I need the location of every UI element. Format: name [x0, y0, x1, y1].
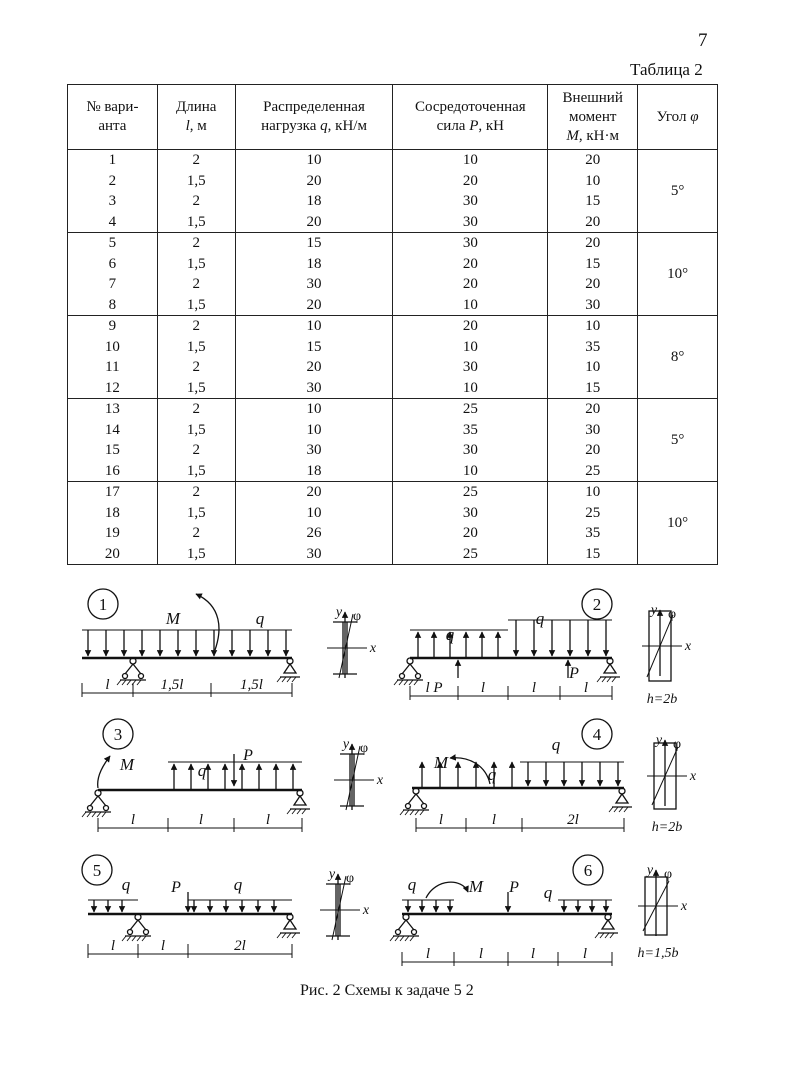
y-axis-label: y [646, 863, 654, 878]
table-row [68, 378, 718, 399]
ground-hatch [132, 936, 136, 941]
table-cell: 1,5 [157, 295, 235, 316]
support-roller [416, 674, 421, 679]
ground-hatch [405, 810, 409, 815]
table-cell: 25 [548, 503, 638, 524]
table-cell: 10 [393, 337, 548, 358]
table-cell: 15 [548, 378, 638, 399]
support-roller [144, 930, 149, 935]
table-cell: 20 [235, 171, 393, 192]
figure-caption: Рис. 2 Схемы к задаче 5 2 [300, 982, 474, 999]
parameters-table [67, 84, 718, 565]
label: P [509, 879, 519, 896]
beam-schemes-figure [0, 580, 790, 980]
ground-hatch [287, 933, 291, 938]
ground-hatch [410, 936, 414, 941]
table-cell: 20 [235, 357, 393, 378]
scheme-number: 3 [113, 725, 123, 744]
dimension-label: l [130, 812, 136, 828]
ground-hatch [399, 680, 403, 685]
ground-hatch [127, 680, 131, 685]
table-title: Таблица 2 [630, 60, 703, 79]
table-cell: 15 [548, 191, 638, 212]
ground-hatch [400, 936, 404, 941]
phi-label: φ [359, 741, 369, 756]
table-cell: 5 [68, 233, 158, 254]
table-row [68, 357, 718, 378]
table-cell: 10 [235, 420, 393, 441]
ground-hatch [612, 677, 616, 682]
label: P [171, 879, 181, 896]
ground-hatch [137, 680, 141, 685]
table-cell: 20 [548, 212, 638, 233]
y-axis-label: y [655, 733, 663, 748]
table-cell: 30 [393, 233, 548, 254]
angle-cell: 10° [638, 233, 718, 316]
angle-cell: 10° [638, 482, 718, 565]
table-cell: 10 [235, 503, 393, 524]
x-axis-label: x [362, 903, 370, 918]
table-cell: 2 [157, 482, 235, 503]
label: q [535, 609, 545, 628]
table-cell: 1,5 [157, 420, 235, 441]
ground-hatch [297, 809, 301, 814]
ground-hatch [597, 677, 601, 682]
ground-hatch [610, 933, 614, 938]
ground-hatch [127, 936, 131, 941]
dimension-label: l [265, 812, 271, 828]
table-row [68, 440, 718, 461]
dimension-label: l [425, 946, 431, 962]
ground-hatch [277, 933, 281, 938]
ground-hatch [595, 933, 599, 938]
table-cell: 20 [548, 440, 638, 461]
support-pin [398, 920, 414, 930]
table-cell: 10 [548, 482, 638, 503]
table-cell: 20 [393, 171, 548, 192]
table-cell: 10 [393, 150, 548, 171]
moment-arrow [196, 594, 219, 650]
header-length: Длина l, м [157, 85, 235, 150]
table-cell: 17 [68, 482, 158, 503]
support-roller [128, 930, 133, 935]
table-cell: 20 [235, 212, 393, 233]
table-row [68, 399, 718, 420]
ground-hatch [409, 680, 413, 685]
label: q [487, 765, 497, 784]
ground-hatch [292, 933, 296, 938]
support-roller [616, 794, 628, 803]
label: q [551, 735, 561, 754]
table-cell: 20 [393, 254, 548, 275]
table-row [68, 274, 718, 295]
scheme-number: 1 [98, 595, 108, 614]
ground-hatch [102, 812, 106, 817]
table-cell: 35 [393, 420, 548, 441]
table-cell: 1,5 [157, 503, 235, 524]
angle-cell: 8° [638, 316, 718, 399]
rotated-axis [339, 614, 353, 678]
label: M [165, 609, 181, 628]
table-cell: 18 [68, 503, 158, 524]
dimension-label: 2l [234, 938, 246, 954]
ground-hatch [624, 807, 628, 812]
ground-hatch [287, 809, 291, 814]
table-cell: 1,5 [157, 171, 235, 192]
ground-hatch [117, 680, 121, 685]
label: M [433, 753, 449, 772]
x-axis-label: x [689, 769, 697, 784]
dimension-label: l [105, 677, 110, 693]
table-cell: 1 [68, 150, 158, 171]
support-roller [422, 804, 427, 809]
dimension-label: 1,5l [160, 677, 184, 693]
table-cell: 30 [235, 544, 393, 565]
table-cell: 10 [68, 337, 158, 358]
dimension-label: 1,5l [240, 677, 263, 693]
ground-hatch [287, 677, 291, 682]
label: q [407, 875, 417, 894]
table-cell: 20 [68, 544, 158, 565]
header-external-moment: Внешний момент M, кН·м [548, 85, 638, 150]
dimension-label: 2l [567, 812, 579, 828]
support-roller [602, 920, 614, 929]
table-row [68, 150, 718, 171]
x-axis-label: x [680, 899, 688, 914]
label: M [119, 755, 135, 774]
table-cell: 10 [235, 316, 393, 337]
ground-hatch [400, 810, 404, 815]
scheme-number: 2 [592, 595, 602, 614]
dimension-label: l [160, 938, 166, 954]
table-cell: 10 [235, 399, 393, 420]
scheme-number: 6 [583, 861, 593, 880]
table-cell: 15 [548, 544, 638, 565]
table-cell: 14 [68, 420, 158, 441]
table-cell: 6 [68, 254, 158, 275]
table-cell: 3 [68, 191, 158, 212]
table-cell: 30 [393, 503, 548, 524]
support-roller [396, 930, 401, 935]
table-cell: 2 [157, 233, 235, 254]
table-cell: 1,5 [157, 544, 235, 565]
ground-hatch [609, 807, 613, 812]
support-roller [88, 806, 93, 811]
dimension-label: l [110, 938, 116, 954]
table-cell: 10 [548, 316, 638, 337]
ground-hatch [614, 807, 618, 812]
ground-hatch [607, 677, 611, 682]
table-row [68, 523, 718, 544]
angle-cell: 5° [638, 150, 718, 233]
moment-arrow [98, 756, 110, 788]
ground-hatch [420, 810, 424, 815]
moment-arrow [450, 758, 490, 784]
table-cell: 20 [393, 316, 548, 337]
table-cell: 30 [393, 357, 548, 378]
table-cell: 15 [548, 254, 638, 275]
table-cell: 15 [235, 233, 393, 254]
y-axis-label: y [335, 605, 343, 620]
table-cell: 20 [235, 482, 393, 503]
table-cell: 30 [548, 420, 638, 441]
ground-hatch [619, 807, 623, 812]
support-roller [284, 664, 296, 673]
dimension-label: l [438, 812, 444, 828]
y-axis-label: y [328, 867, 336, 882]
ground-hatch [414, 680, 418, 685]
table-cell: 2 [157, 274, 235, 295]
table-cell: 2 [157, 440, 235, 461]
ground-hatch [282, 677, 286, 682]
table-cell: 20 [548, 233, 638, 254]
ground-hatch [605, 933, 609, 938]
table-cell: 10 [393, 378, 548, 399]
table-cell: 26 [235, 523, 393, 544]
header-angle: Угол φ [638, 85, 718, 150]
support-pin [408, 794, 424, 804]
table-cell: 20 [548, 399, 638, 420]
table-cell: 1,5 [157, 461, 235, 482]
table-row [68, 503, 718, 524]
ground-hatch [405, 936, 409, 941]
table-row [68, 171, 718, 192]
label: q [197, 761, 207, 780]
table-cell: 8 [68, 295, 158, 316]
ground-hatch [92, 812, 96, 817]
dimension-label: l [480, 680, 486, 696]
table-cell: 2 [157, 399, 235, 420]
table-cell: 25 [548, 461, 638, 482]
phi-label: φ [345, 871, 355, 886]
support-pin [402, 664, 418, 674]
table-row [68, 420, 718, 441]
support-pin [90, 796, 106, 806]
dimension-label: l [530, 946, 536, 962]
ground-hatch [602, 677, 606, 682]
ground-hatch [282, 933, 286, 938]
table-cell: 35 [548, 337, 638, 358]
section-height-label: h=1,5b [637, 946, 679, 961]
table-row [68, 316, 718, 337]
section-height-label: h=2b [646, 692, 678, 707]
table-cell: 1,5 [157, 212, 235, 233]
page-number: 7 [698, 30, 708, 51]
header-concentrated-force: Сосредоточенная сила P, кН [393, 85, 548, 150]
table-cell: 25 [393, 482, 548, 503]
table-cell: 30 [548, 295, 638, 316]
ground-hatch [122, 680, 126, 685]
table-cell: 1,5 [157, 378, 235, 399]
table-row [68, 461, 718, 482]
table-row [68, 233, 718, 254]
ground-hatch [82, 812, 86, 817]
ground-hatch [600, 933, 604, 938]
dimension-label: l P [425, 680, 443, 696]
table-cell: 2 [157, 357, 235, 378]
support-pin [130, 920, 146, 930]
table-cell: 19 [68, 523, 158, 544]
table-cell: 30 [393, 212, 548, 233]
table-cell: 30 [393, 440, 548, 461]
support-roller [412, 930, 417, 935]
label: q [543, 883, 553, 902]
dimension-label: l [583, 680, 589, 696]
table-cell: 10 [235, 150, 393, 171]
table-cell: 20 [548, 150, 638, 171]
angle-cell: 5° [638, 399, 718, 482]
moment-arrow [426, 882, 468, 898]
y-axis-label: y [342, 737, 350, 752]
ground-hatch [292, 677, 296, 682]
label: q [255, 609, 265, 628]
x-axis-label: x [376, 773, 384, 788]
table-cell: 9 [68, 316, 158, 337]
table-row [68, 254, 718, 275]
ground-hatch [390, 936, 394, 941]
table-cell: 30 [235, 274, 393, 295]
table-cell: 25 [393, 544, 548, 565]
ground-hatch [137, 936, 141, 941]
table-cell: 7 [68, 274, 158, 295]
scheme-number: 5 [92, 861, 102, 880]
table-cell: 2 [157, 150, 235, 171]
ground-hatch [97, 812, 101, 817]
ground-hatch [302, 809, 306, 814]
header-row [68, 85, 718, 150]
phi-label: φ [352, 609, 362, 624]
table-cell: 15 [68, 440, 158, 461]
phi-label: φ [667, 607, 677, 622]
label: P [243, 747, 253, 764]
table-cell: 35 [548, 523, 638, 544]
support-roller [400, 674, 405, 679]
support-pin [125, 664, 141, 674]
support-roller [294, 796, 306, 805]
label: q [233, 875, 243, 894]
table-cell: 10 [548, 357, 638, 378]
table-cell: 13 [68, 399, 158, 420]
support-roller [104, 806, 109, 811]
table-cell: 1,5 [157, 337, 235, 358]
table-cell: 20 [393, 523, 548, 544]
ground-hatch [410, 810, 414, 815]
table-cell: 16 [68, 461, 158, 482]
ground-hatch [87, 812, 91, 817]
table-cell: 15 [235, 337, 393, 358]
table-row [68, 544, 718, 565]
label: q [121, 875, 131, 894]
header-distributed-load: Распределенная нагрузка q, кН/м [235, 85, 393, 150]
table-cell: 20 [235, 295, 393, 316]
table-cell: 10 [548, 171, 638, 192]
table-cell: 2 [157, 191, 235, 212]
dimension-label: l [491, 812, 497, 828]
header-variant: № вари- анта [68, 85, 158, 150]
support-roller [284, 920, 296, 929]
x-axis-label: x [684, 639, 692, 654]
phi-label: φ [672, 737, 682, 752]
table-cell: 18 [235, 461, 393, 482]
dimension-label: l [478, 946, 484, 962]
table-cell: 18 [235, 254, 393, 275]
phi-label: φ [663, 867, 673, 882]
support-roller [406, 804, 411, 809]
ground-hatch [415, 810, 419, 815]
rotated-axis [332, 876, 346, 940]
ground-hatch [292, 809, 296, 814]
table-row [68, 482, 718, 503]
table-cell: 20 [548, 274, 638, 295]
table-cell: 30 [235, 440, 393, 461]
table-cell: 11 [68, 357, 158, 378]
table-cell: 20 [393, 274, 548, 295]
scheme-number: 4 [592, 725, 602, 744]
table-cell: 30 [393, 191, 548, 212]
section-height-label: h=2b [651, 820, 683, 835]
label: P [569, 665, 579, 682]
table-cell: 25 [393, 399, 548, 420]
table-row [68, 295, 718, 316]
table-cell: 18 [235, 191, 393, 212]
table-cell: 30 [235, 378, 393, 399]
table-cell: 2 [157, 523, 235, 544]
table-cell: 4 [68, 212, 158, 233]
rotated-axis [346, 746, 360, 810]
table-row [68, 337, 718, 358]
table-row [68, 212, 718, 233]
y-axis-label: y [650, 603, 658, 618]
support-roller [604, 664, 616, 673]
ground-hatch [395, 936, 399, 941]
dimension-label: l [582, 946, 588, 962]
table-cell: 10 [393, 461, 548, 482]
support-roller [123, 674, 128, 679]
table-cell: 10 [393, 295, 548, 316]
label: M [468, 877, 484, 896]
dimension-label: l [531, 680, 537, 696]
ground-hatch [404, 680, 408, 685]
x-axis-label: x [369, 641, 377, 656]
ground-hatch [122, 936, 126, 941]
table-row [68, 191, 718, 212]
ground-hatch [394, 680, 398, 685]
label: q [445, 625, 455, 644]
ground-hatch [142, 936, 146, 941]
dimension-label: l [198, 812, 204, 828]
table-cell: 1,5 [157, 254, 235, 275]
support-roller [139, 674, 144, 679]
table-cell: 12 [68, 378, 158, 399]
table-cell: 2 [157, 316, 235, 337]
table-cell: 2 [68, 171, 158, 192]
ground-hatch [277, 677, 281, 682]
